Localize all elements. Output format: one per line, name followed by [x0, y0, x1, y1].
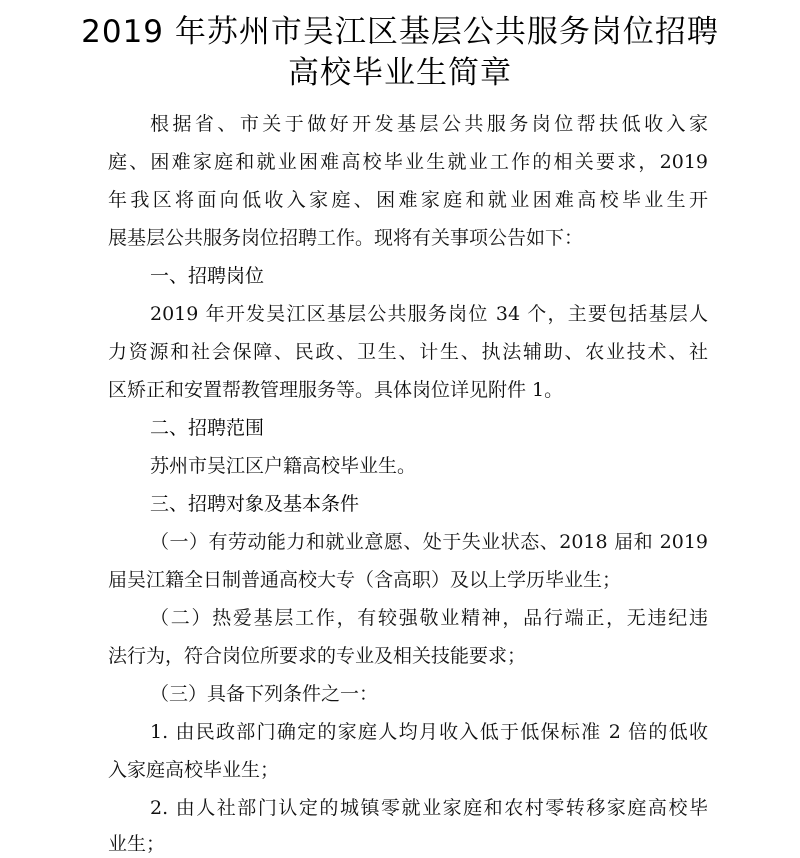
- paragraph-line: 年我区将面向低收入家庭、困难家庭和就业困难高校毕业生开: [108, 189, 708, 211]
- paragraph-line: 1. 由民政部门确定的家庭人均月收入低于低保标准 2 倍的低收: [150, 721, 708, 743]
- paragraph-line: 区矫正和安置帮教管理服务等。具体岗位详见附件 1。: [108, 379, 564, 401]
- paragraph-line: 力资源和社会保障、民政、卫生、计生、执法辅助、农业技术、社: [108, 341, 708, 363]
- paragraph-line: 2019 年开发吴江区基层公共服务岗位 34 个，主要包括基层人: [150, 303, 708, 325]
- paragraph-line: 入家庭高校毕业生；: [108, 759, 280, 781]
- section-heading: 一、招聘岗位: [150, 265, 265, 287]
- paragraph-line: 业生；: [108, 833, 166, 855]
- paragraph-line: 苏州市吴江区户籍高校毕业生。: [150, 455, 417, 477]
- section-heading: 二、招聘范围: [150, 417, 265, 439]
- paragraph-line: 法行为，符合岗位所要求的专业及相关技能要求；: [108, 645, 527, 667]
- paragraph-line: （三）具备下列条件之一：: [150, 683, 379, 705]
- paragraph-line: （二）热爱基层工作，有较强敬业精神，品行端正，无违纪违: [150, 607, 708, 629]
- document-title-line-2: 高校毕业生简章: [288, 55, 512, 91]
- paragraph-line: 2. 由人社部门认定的城镇零就业家庭和农村零转移家庭高校毕: [150, 797, 708, 819]
- paragraph-line: 根据省、市关于做好开发基层公共服务岗位帮扶低收入家: [150, 113, 708, 135]
- paragraph-line: 届吴江籍全日制普通高校大专（含高职）及以上学历毕业生；: [108, 569, 622, 591]
- paragraph-line: 庭、困难家庭和就业困难高校毕业生就业工作的相关要求，2019: [108, 151, 708, 173]
- document-title-line-1: 2019 年苏州市吴江区基层公共服务岗位招聘: [81, 14, 719, 50]
- paragraph-line: 展基层公共服务岗位招聘工作。现将有关事项公告如下：: [108, 227, 584, 249]
- section-heading: 三、招聘对象及基本条件: [150, 493, 360, 515]
- paragraph-line: （一）有劳动能力和就业意愿、处于失业状态、2018 届和 2019: [150, 531, 708, 553]
